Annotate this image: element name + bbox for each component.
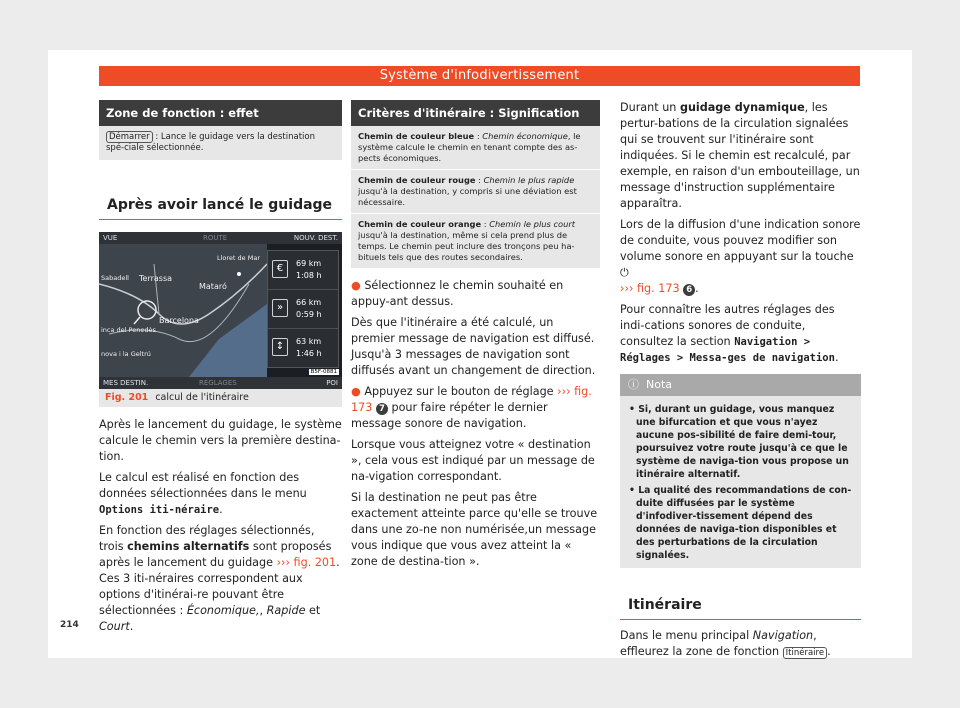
route-option[interactable] — [268, 290, 338, 329]
nav-top-bar — [99, 232, 342, 244]
paragraph: En fonction des réglages sélectionnés, trois chemins alternatifs sont proposés après le lancement du guidage ››› fig. 201. Ces 3 iti-néraires correspondent aux options d'itinérai-re pouvant être sélectionnées : Économique,, Rapide et Court. — [99, 524, 340, 633]
nav-new-dest-label: NOUV. DEST. — [293, 234, 338, 242]
route-short-icon: ↕ — [272, 338, 288, 356]
criteria-row-orange: Chemin de couleur orange : Chemin le plus court jusqu'à la destination, même si cela prend plus de temps. Le chemin peut inclure des tronçons peu ha-bituels tels que des routes secondaires. — [351, 214, 600, 269]
figure-route-calculation — [99, 232, 342, 389]
route-economic-icon: € — [272, 260, 288, 278]
paragraph: Dans le menu principal Navigation, effleurez la zone de fonction Itinéraire . — [620, 629, 831, 658]
route-distance: 66 km — [296, 298, 322, 307]
page-number: 214 — [60, 620, 79, 630]
figure-code: B5F-0881 — [310, 369, 337, 375]
route-option[interactable] — [268, 329, 338, 368]
nav-view-label: VUE — [103, 234, 118, 242]
function-box-title: Zone de fonction : effet — [99, 100, 342, 126]
map-place: Terrassa — [139, 274, 173, 283]
nav-my-dest-label: MES DESTIN. — [103, 379, 149, 387]
note-item: • La qualité des recommandations de con-duite diffusées par le système d'infodiver-tissement dépend des données de naviga-tion disponibles et des perturbations de la circulation signalées. — [629, 485, 852, 561]
bullet-paragraph: ● Sélectionnez le chemin souhaité en appuy-ant dessus. — [351, 279, 564, 308]
paragraph: Lorsque vous atteignez votre « destination », cela vous est indiqué par un message de na-vigation correspondant. — [351, 438, 595, 483]
map-place: inca del Penedès — [101, 326, 156, 334]
map-place: Lloret de Mar — [217, 254, 261, 262]
fig-201-link[interactable]: ››› fig. 201 — [276, 556, 337, 569]
note-header: ⓘ Nota — [620, 374, 861, 396]
power-icon: ⏻ — [620, 266, 629, 279]
fig-173-link[interactable]: ››› fig. 173 — [351, 385, 592, 414]
route-time: 1:08 h — [296, 271, 322, 280]
criteria-box-title: Critères d'itinéraire : Signification — [351, 100, 600, 126]
paragraph: Dès que l'itinéraire a été calculé, un premier message de navigation est diffusé. Jusqu'à 3 messages de navigation sont diffusés avant un changement de direction. — [351, 316, 596, 377]
paragraph: Après le lancement du guidage, le système calcule le chemin vers la première destina-tion. — [99, 418, 342, 463]
section-title-guidance: Après avoir lancé le guidage — [99, 190, 342, 220]
figure-caption — [99, 389, 342, 407]
nav-poi-label: POI — [326, 379, 338, 387]
nav-route-label: ROUTE — [203, 234, 228, 242]
route-options-panel — [267, 250, 339, 368]
route-option[interactable] — [268, 251, 338, 290]
function-box-text: : Lance le guidage vers la destination spé-ciale sélectionnée. — [106, 132, 315, 153]
menu-options-label: Options iti-néraire — [99, 504, 220, 516]
criteria-row-blue: Chemin de couleur bleue : Chemin économique, le système calcule le chemin en tenant compte des as-pects économiques. — [351, 126, 600, 170]
section-title-itinerary: Itinéraire — [620, 590, 861, 620]
map-place: Barcelona — [159, 316, 199, 325]
start-key: Démarrer — [106, 131, 153, 143]
route-time: 1:46 h — [296, 349, 322, 358]
callout-number: 7 — [376, 403, 388, 415]
map-place: Sabadell — [101, 274, 129, 282]
menu-path: Navigation > Réglages > Messa-ges de navigation — [620, 336, 835, 364]
fig-173-link[interactable]: ››› fig. 173 — [620, 282, 680, 295]
nav-bottom-bar — [99, 377, 342, 389]
route-distance: 69 km — [296, 259, 322, 268]
note-item: • Si, durant un guidage, vous manquez une bifurcation et que vous n'ayez aucune pos-sibilité de faire demi-tour, poursuivez votre route jusqu'à ce que le système de naviga-tion vous propose un itinéraire alternatif. — [629, 404, 849, 480]
figure-caption-text: calcul de l'itinéraire — [155, 392, 249, 403]
route-distance: 63 km — [296, 337, 322, 346]
paragraph: Si la destination ne peut pas être exactement atteinte parce qu'elle se trouve dans une zo-ne non numérisée,un message vous indique que vous avez atteint la « zone de destina-tion ». — [351, 491, 598, 568]
bullet-icon: ● — [351, 279, 365, 292]
bullet-icon: ● — [351, 385, 365, 398]
paragraph: Lors de la diffusion d'une indication sonore de conduite, vous pouvez modifier son volume sonore en appuyant sur la touche ⏻ ››› fig. 173 6 . — [620, 218, 861, 295]
map-view — [99, 244, 267, 377]
paragraph: Le calcul est réalisé en fonction des données sélectionnées dans le menu Options iti-néraire. — [99, 471, 307, 516]
column-middle — [351, 100, 600, 570]
criteria-row-red: Chemin de couleur rouge : Chemin le plus rapide jusqu'à la destination, y compris si une déviation est nécessaire. — [351, 170, 600, 214]
figure-number: Fig. 201 — [105, 392, 149, 403]
column-left — [99, 100, 342, 635]
paragraph: Durant un guidage dynamique, les pertur-bations de la circulation signalées qui se trouvent sur l'itinéraire sont indiquées. Si le chemin est recalculé, par exemple, en raison d'un embouteillage, un message d'instruction supplémentaire apparaîtra. — [620, 101, 860, 210]
itinerary-key: Itinéraire — [783, 647, 827, 659]
map-place: Mataró — [199, 282, 227, 291]
route-time: 0:59 h — [296, 310, 322, 319]
note-box — [620, 374, 861, 568]
page-header: Système d'infodivertissement — [99, 66, 860, 86]
info-icon: ⓘ — [628, 378, 639, 391]
paragraph: Pour connaître les autres réglages des indi-cations sonores de conduite, consultez la section Navigation > Réglages > Messa-ges de navigation. — [620, 303, 839, 364]
map-place: nova i la Geltrú — [101, 350, 151, 358]
callout-number: 6 — [683, 284, 695, 296]
function-box-body — [99, 126, 342, 160]
route-fast-icon: » — [272, 299, 288, 317]
manual-page — [48, 50, 912, 658]
bullet-paragraph: ● Appuyez sur le bouton de réglage ››› fig. 173 7 pour faire répéter le dernier message sonore de navigation. — [351, 385, 592, 430]
nav-settings-label: RÉGLAGES — [199, 379, 237, 387]
column-right — [620, 100, 861, 660]
note-body — [620, 396, 861, 568]
